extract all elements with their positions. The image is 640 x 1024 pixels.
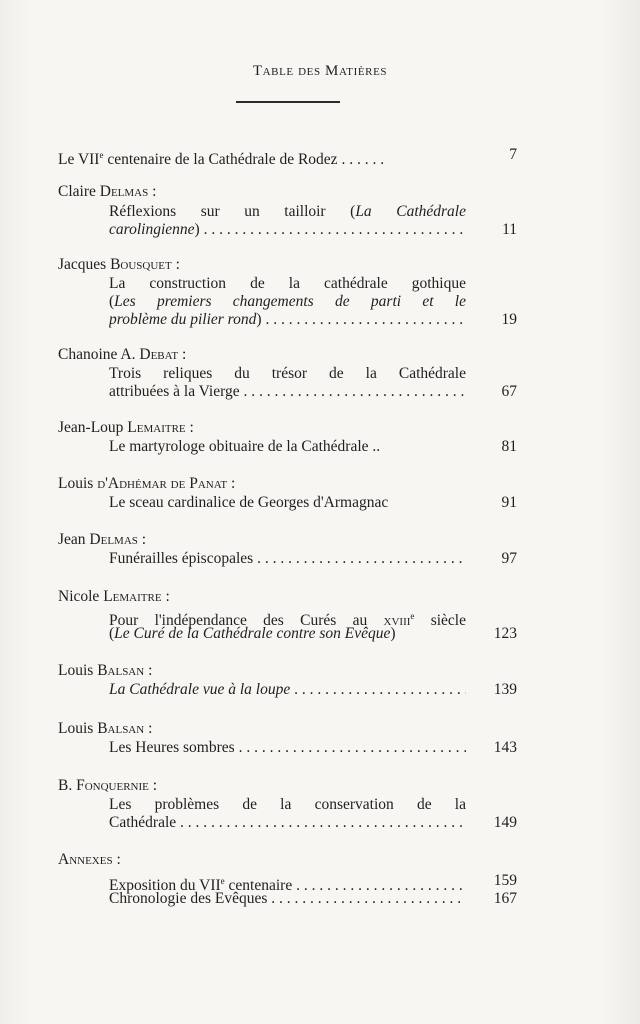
toc-title-line: Chronologie des Evêques . . . [109,890,466,908]
toc-title-line: Le sceau cardinalice de Georges d'Armagnac [109,494,389,511]
toc-title-line: attribuées à la Vierge . . . [109,383,466,401]
toc-author: Chanoine A. Debat : [58,346,187,363]
toc-title-line: Les Heures sombres . . . [109,739,466,757]
toc-page-number: 167 [493,890,517,907]
toc-page-number: 97 [501,550,517,567]
toc-page-number: 7 [509,146,517,163]
toc-title-line: Exposition du VIIe centenaire . . . [109,872,466,895]
toc-page-number: 81 [501,438,517,455]
title-rule [236,101,340,103]
toc-title-line: La Cathédrale vue à la loupe . . . [109,681,466,699]
toc-title-line: Les problèmes de la conservation de la [109,796,466,813]
toc-title-line: carolingienne) . . . [109,221,466,239]
toc-page-number: 159 [493,872,517,889]
toc-title-line: Réflexions sur un tailloir (La Cathédrale [109,203,466,220]
toc-author: Jacques Bousquet : [58,256,180,273]
toc-page-number: 67 [501,383,517,400]
toc-author: B. Fonquernie : [58,777,158,794]
toc-author: Jean Delmas : [58,531,147,548]
toc-page-number: 91 [501,494,517,511]
toc-author: Louis Balsan : [58,720,153,737]
toc-title-line: problème du pilier rond) . . . [109,311,466,329]
toc-author: Louis Balsan : [58,662,153,679]
toc-page-number: 143 [493,739,517,756]
toc-title-line: Pour l'indépendance des Curés au xviii$^e$ siècle [109,611,466,630]
toc-intro-text: Le VIIe centenaire de la Cathédrale de Rodez . . . . . . [58,150,385,169]
toc-title-line: (Les premiers changements de parti et le [109,293,466,310]
toc-author: Nicole Lemaitre : [58,588,170,605]
toc-title-line: Cathédrale . . . [109,814,466,832]
page-title: Table des Matières [252,63,388,79]
toc-author: Louis d'Adhémar de Panat : [58,475,236,492]
toc-section-label: Annexes : [58,851,121,868]
toc-page-number: 123 [493,625,517,642]
toc-author: Jean-Loup Lemaitre : [58,419,194,436]
toc-title-line: Funérailles épiscopales . . . [109,550,466,568]
toc-page-number: 149 [493,814,517,831]
toc-title-line: Trois reliques du trésor de la Cathédrale [109,365,466,382]
toc-title-line: La construction de la cathédrale gothique [109,275,466,292]
toc-title-line: Le martyrologe obituaire de la Cathédrale .. [109,438,381,455]
toc-title-line: (Le Curé de la Cathédrale contre son Evêque) [109,625,396,642]
toc-page-number: 11 [502,221,517,238]
toc-page-number: 139 [493,681,517,698]
toc-author: Claire Delmas : [58,183,157,200]
toc-page-number: 19 [501,311,517,328]
